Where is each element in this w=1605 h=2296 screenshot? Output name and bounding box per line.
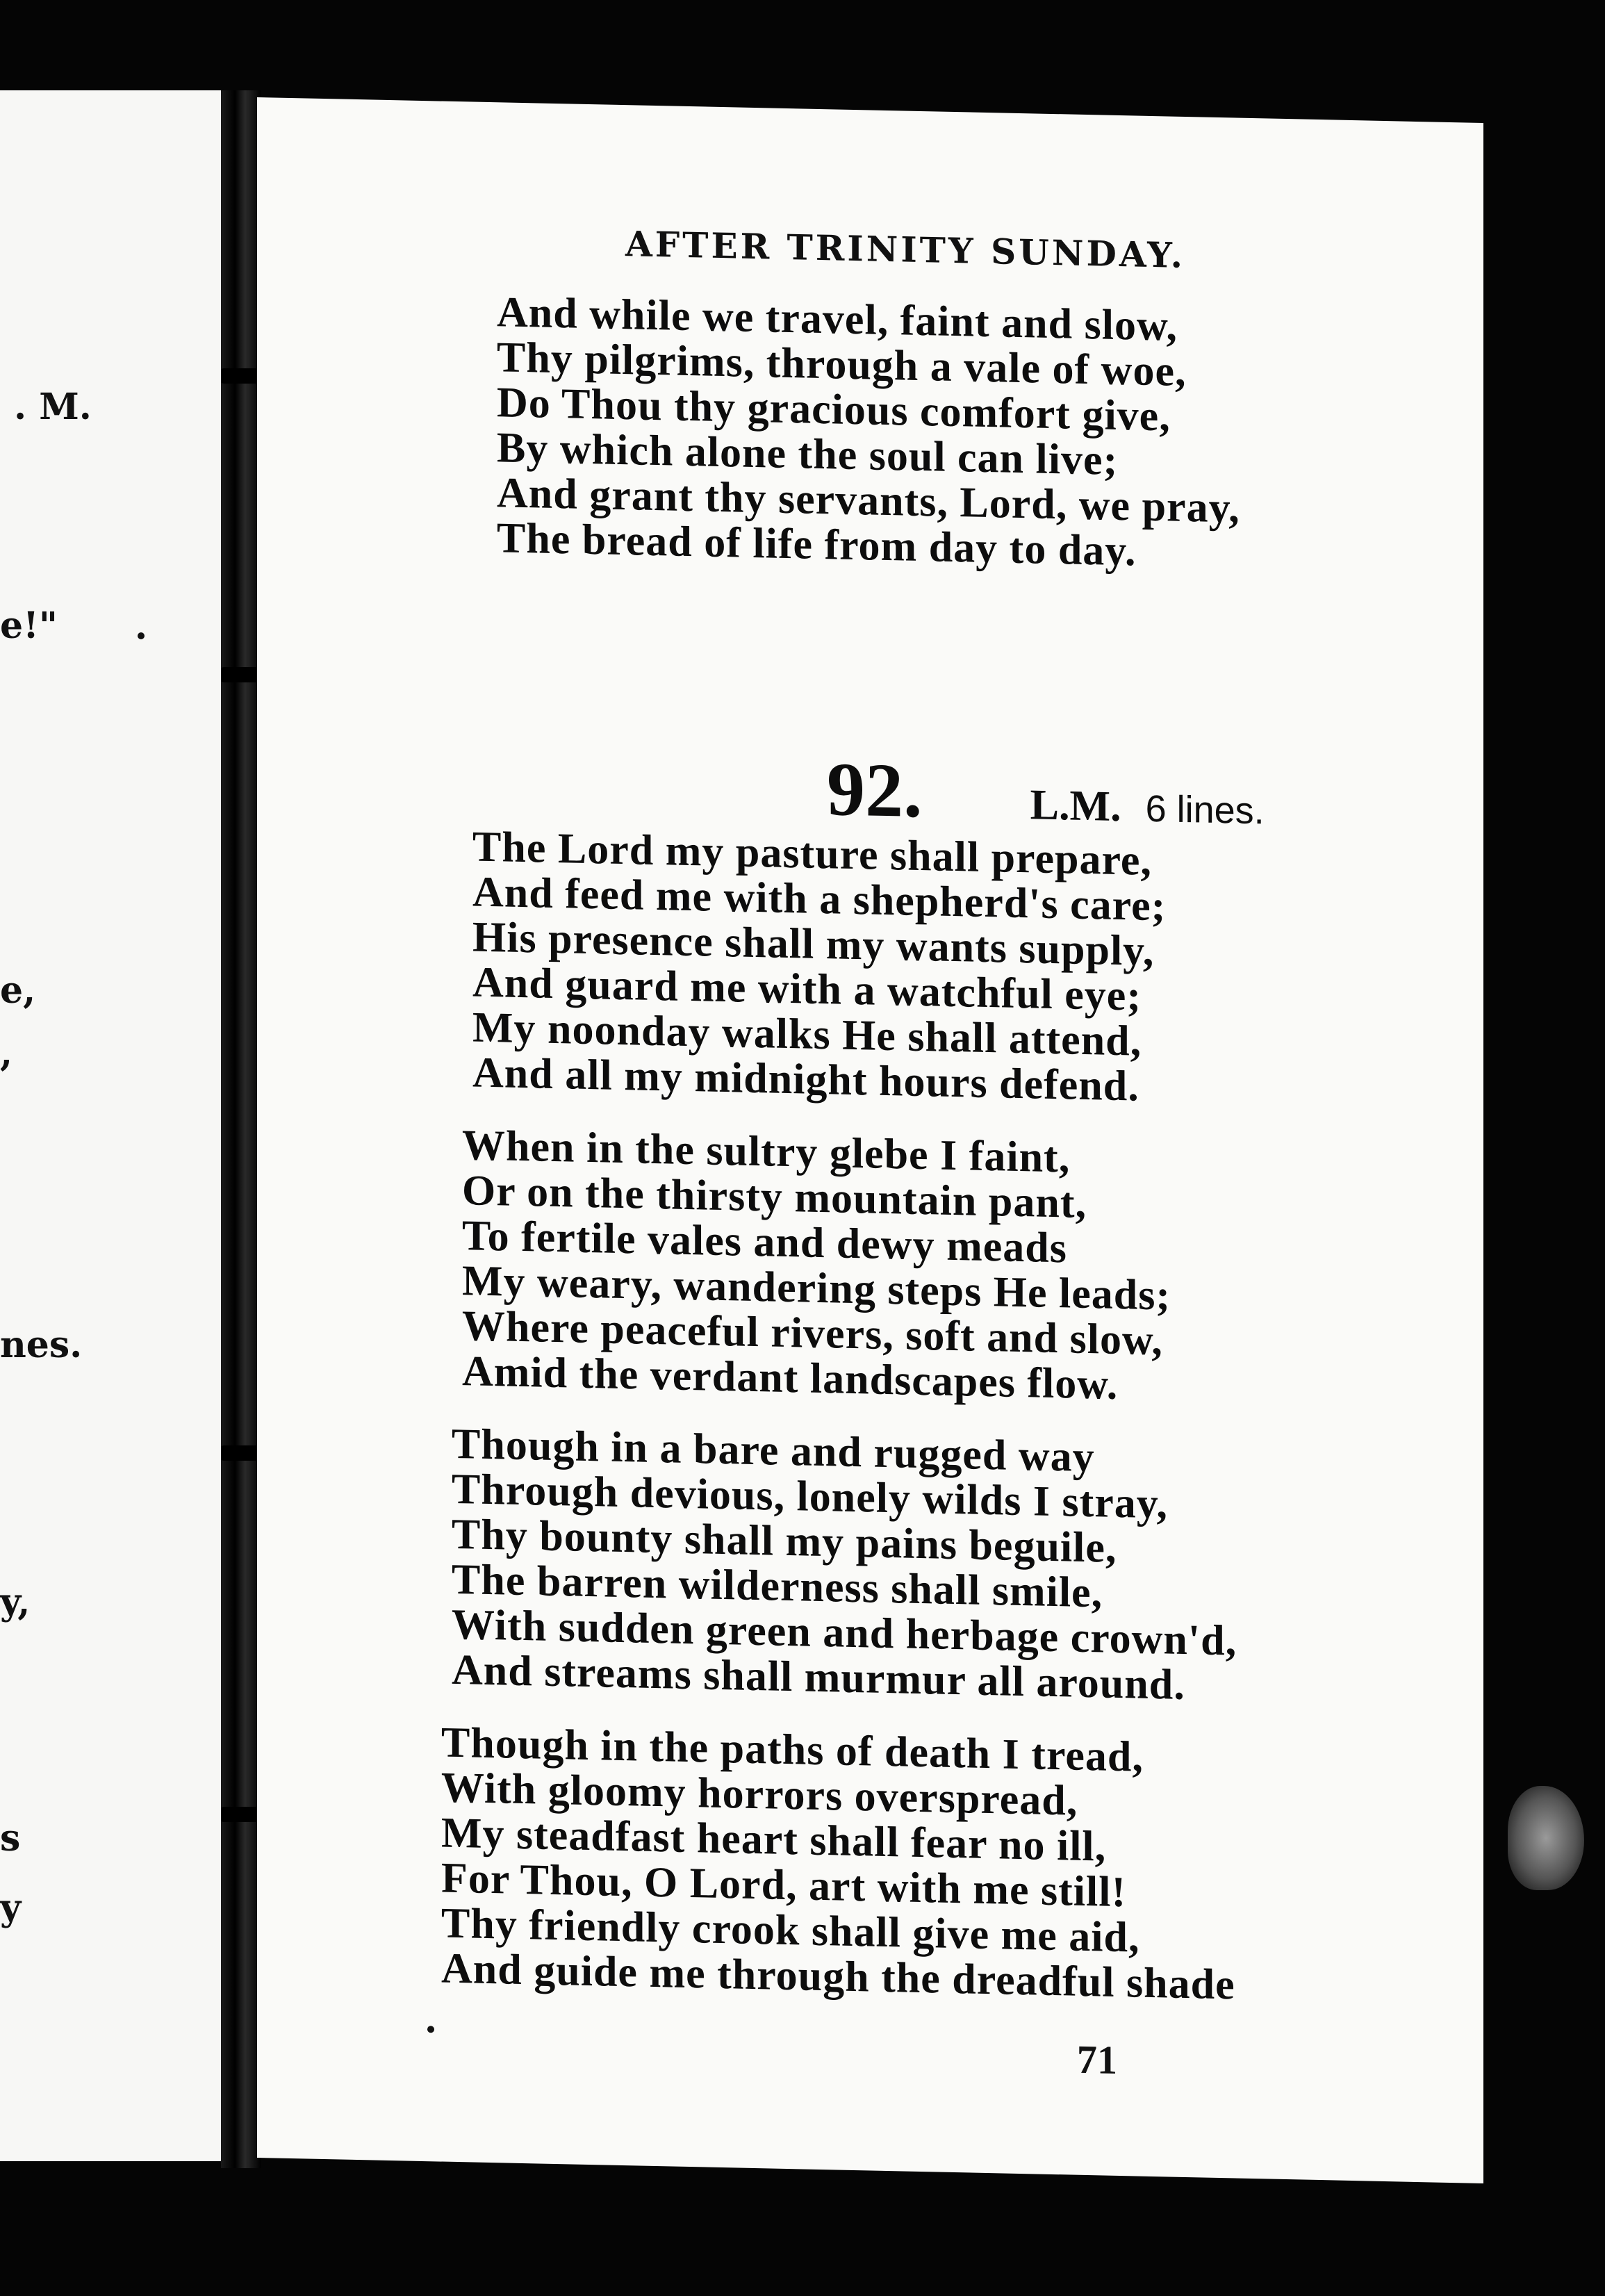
left-facing-page — [0, 90, 240, 2161]
verse-line: The barren wilderness shall smile, — [452, 1555, 1103, 1617]
verse-line: Where peaceful rivers, soft and slow, — [462, 1302, 1163, 1365]
binding-stitch — [221, 1445, 261, 1461]
binding-stitch — [221, 368, 261, 384]
stanza-2 — [462, 1123, 1171, 1409]
verse-line: Though in a bare and rugged way — [452, 1420, 1095, 1482]
verse-line: Through devious, lonely wilds I stray, — [452, 1465, 1168, 1528]
verse-line: And all my midnight hours defend. — [472, 1049, 1139, 1110]
stanza-3 — [452, 1422, 1237, 1709]
binding-stitch — [221, 667, 261, 682]
running-head: AFTER TRINITY SUNDAY. — [625, 223, 1185, 276]
stanza-continued — [497, 290, 1240, 576]
ink-speck — [138, 632, 145, 639]
stanza-1 — [472, 824, 1166, 1110]
verse-line: Do Thou thy gracious comfort give, — [497, 379, 1171, 441]
left-page-fragment: s — [0, 1817, 21, 1860]
verse-line: My weary, wandering steps He leads; — [462, 1257, 1171, 1320]
verse-line: And guard me with a watchful eye; — [472, 958, 1142, 1020]
verse-line: And streams shall murmur all around. — [452, 1646, 1185, 1709]
hymn-header — [827, 745, 1265, 842]
verse-line: My steadfast heart shall fear no ill, — [441, 1809, 1107, 1871]
stanza-4 — [441, 1721, 1235, 2008]
page-content — [257, 97, 1483, 2183]
verse-line: Thy bounty shall my pains beguile, — [452, 1510, 1117, 1572]
verse-line: And guide me through the dreadful shade — [441, 1944, 1235, 2009]
verse-line: With sudden green and herbage crown'd, — [452, 1600, 1237, 1665]
left-page-fragment: e, — [0, 969, 36, 1012]
right-page — [257, 97, 1483, 2183]
ink-speck — [427, 2026, 434, 2033]
verse-line: The Lord my pasture shall prepare, — [472, 823, 1152, 885]
hymn-number: 92. — [827, 746, 923, 834]
verse-line: The bread of life from day to day. — [497, 514, 1137, 575]
verse-line: Thy pilgrims, through a vale of woe, — [497, 334, 1187, 396]
verse-line: For Thou, O Lord, art with me still! — [441, 1854, 1127, 1917]
hymn-meter: L.M. — [1030, 781, 1121, 831]
verse-line: Thy friendly crook shall give me aid, — [441, 1899, 1140, 1962]
verse-line: Amid the verdant landscapes flow. — [462, 1347, 1119, 1409]
page-number: 71 — [1077, 2036, 1117, 2083]
book-binding — [221, 90, 261, 2168]
left-page-fragment: nes. — [0, 1324, 83, 1366]
verse-line: By which alone the soul can live; — [497, 424, 1119, 484]
hymn-lines-note: 6 lines. — [1145, 787, 1265, 833]
left-page-fragment: , — [0, 1032, 13, 1074]
left-page-fragment: y, — [0, 1581, 31, 1623]
left-page-fragment: e!" — [0, 605, 58, 647]
verse-line: Or on the thirsty mountain pant, — [462, 1167, 1087, 1228]
binding-stitch — [221, 1807, 261, 1822]
verse-line: With gloomy horrors overspread, — [441, 1764, 1078, 1825]
verse-line: My noonday walks He shall attend, — [472, 1003, 1142, 1065]
verse-line: Though in the paths of death I tread, — [441, 1719, 1144, 1781]
verse-line: And grant thy servants, Lord, we pray, — [497, 469, 1240, 532]
verse-line: When in the sultry glebe I faint, — [462, 1122, 1071, 1182]
left-page-fragment: . M. — [14, 386, 92, 428]
verse-line: To fertile vales and dewy meads — [462, 1212, 1067, 1272]
verse-line: His presence shall my wants supply, — [472, 913, 1155, 976]
verse-line: And while we travel, faint and slow, — [497, 288, 1178, 350]
verse-line: And feed me with a shepherd's care; — [472, 868, 1167, 930]
left-page-fragment: y — [0, 1887, 22, 1929]
